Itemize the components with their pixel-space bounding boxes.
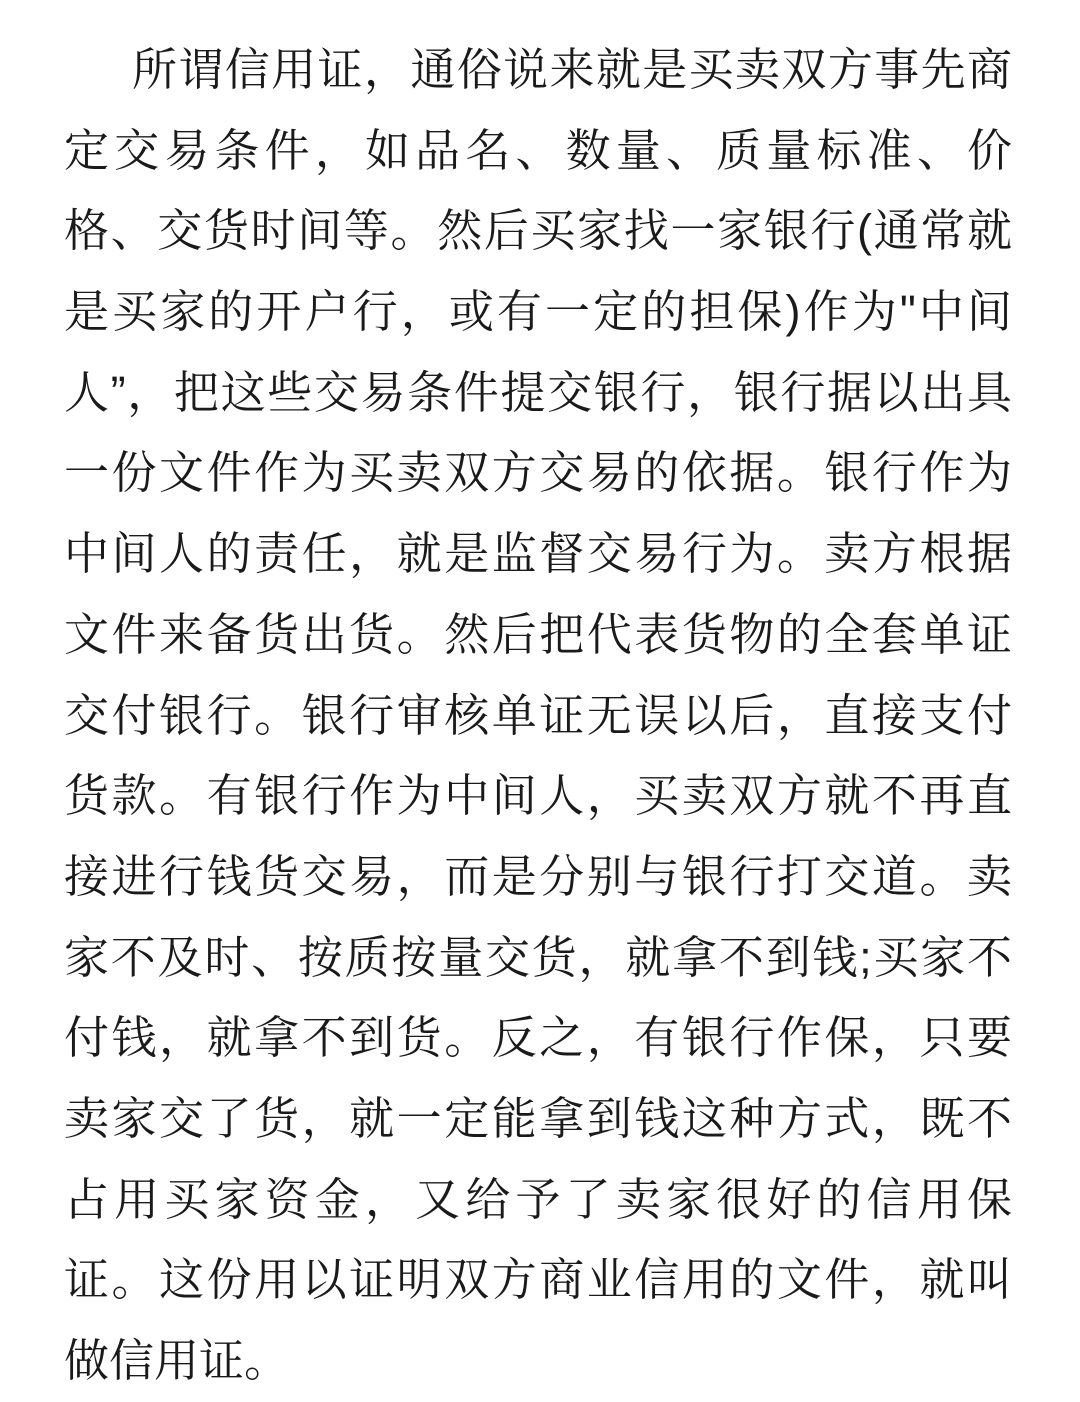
text-line: 货款。有银行作为中间人，买卖双方就不再直 — [64, 770, 1012, 822]
text-line: 人”，把这些交易条件提交银行，银行据以出具 — [64, 366, 1012, 418]
text-line: 付钱，就拿不到货。反之，有银行作保，只要 — [64, 1012, 1012, 1064]
text-line: 是买家的开户行，或有一定的担保)作为"中间 — [64, 286, 1012, 338]
text-line: 格、交货时间等。然后买家找一家银行(通常就 — [64, 205, 1012, 257]
text-line: 家不及时、按质按量交货，就拿不到钱;买家不 — [64, 931, 1012, 983]
text-line: 卖家交了货，就一定能拿到钱这种方式，既不 — [64, 1092, 1012, 1144]
text-line: 文件来备货出货。然后把代表货物的全套单证 — [64, 608, 1012, 660]
text-line: 一份文件作为买卖双方交易的依据。银行作为 — [64, 447, 1012, 499]
text-line: 定交易条件，如品名、数量、质量标准、价 — [64, 124, 1012, 176]
text-line: 占用买家资金，又给予了卖家很好的信用保 — [64, 1173, 1012, 1225]
credit-letter-paragraph — [64, 30, 1012, 1402]
text-line: 做信用证。 — [64, 1335, 290, 1386]
text-line: 交付银行。银行审核单证无误以后，直接支付 — [64, 689, 1012, 741]
text-line: 中间人的责任，就是监督交易行为。卖方根据 — [64, 528, 1012, 580]
text-line: 证。这份用以证明双方商业信用的文件，就叫 — [64, 1254, 1012, 1306]
text-line: 接进行钱货交易，而是分别与银行打交道。卖 — [64, 850, 1012, 902]
text-line: 所谓信用证，通俗说来就是买卖双方事先商 — [132, 44, 1012, 95]
